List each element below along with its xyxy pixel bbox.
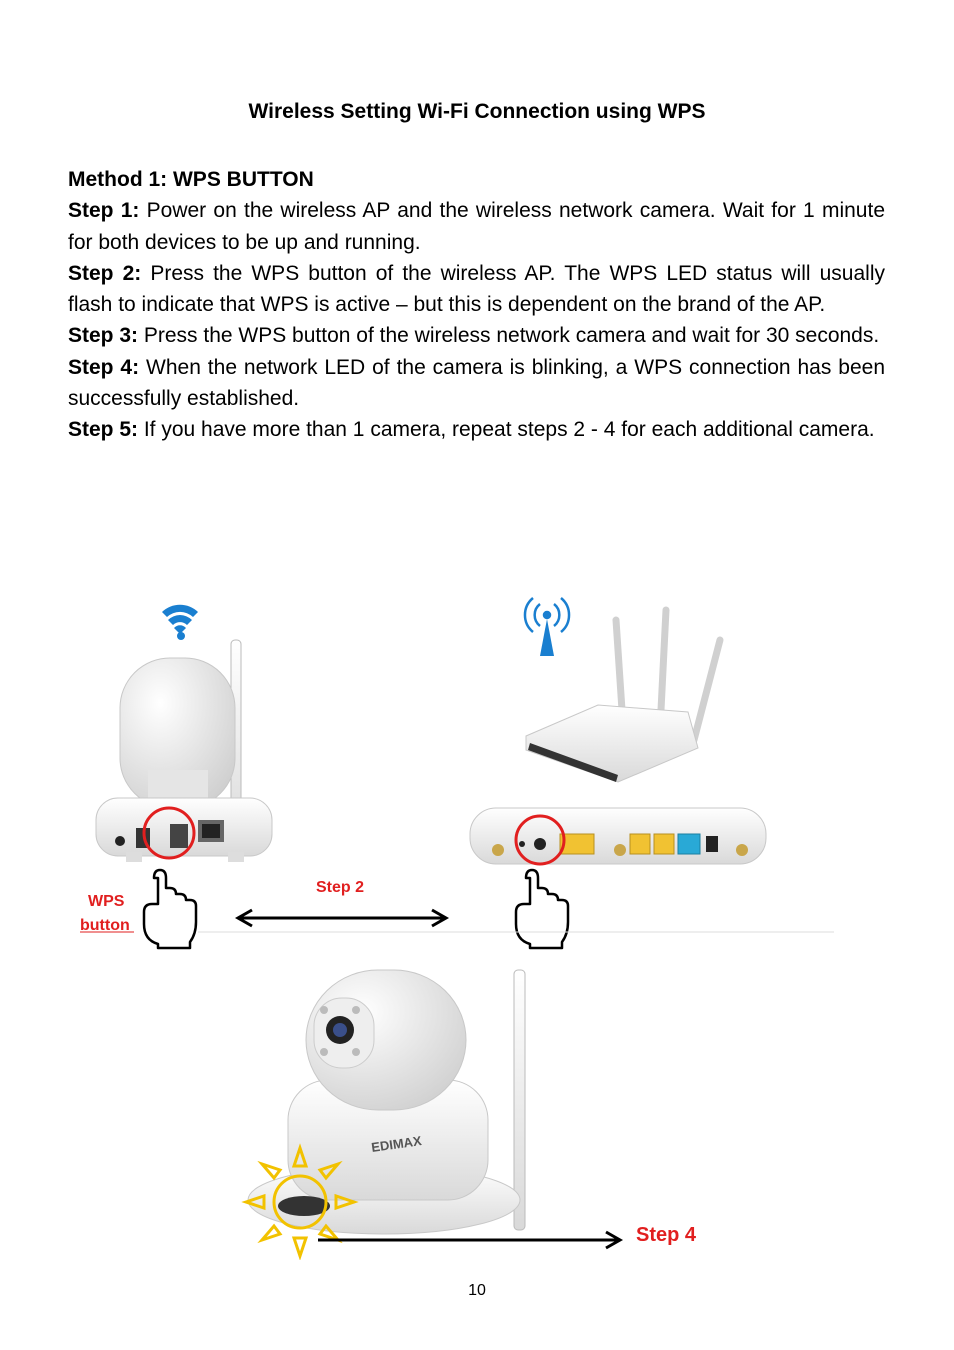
- instructions: [68, 164, 885, 446]
- page-title: Wireless Setting Wi-Fi Connection using WPS: [248, 100, 706, 123]
- step-4: [68, 352, 885, 415]
- step-text: If you have more than 1 camera, repeat steps 2 - 4 for each additional camera.: [138, 418, 875, 442]
- pointing-hand-icon: [516, 870, 568, 948]
- step2-label: Step 2: [316, 879, 365, 896]
- arrow-right-icon: [318, 1232, 620, 1248]
- router-rear: [470, 808, 766, 864]
- step-text: Press the WPS button of the wireless network camera and wait for 30 seconds.: [138, 324, 880, 348]
- wps-illustration: [78, 540, 838, 1260]
- step-text: Press the WPS button of the wireless AP. The WPS LED status will usually flash to indicate that WPS is active – but this is dependent on the brand of the AP.: [68, 261, 885, 317]
- wps-button-label: button: [80, 917, 130, 934]
- step-label: Step 2:: [68, 261, 142, 285]
- method-title: Method 1: WPS BUTTON: [68, 168, 314, 191]
- camera-front: [248, 970, 525, 1234]
- step-label: Step 4:: [68, 355, 140, 379]
- step-text: Power on the wireless AP and the wireless network camera. Wait for 1 minute for both devices to be up and running.: [68, 199, 885, 254]
- step-5: [68, 414, 885, 445]
- router-front: [526, 610, 720, 782]
- antenna-signal-icon: [525, 598, 569, 656]
- wps-button-label: WPS: [88, 893, 125, 910]
- wifi-icon: [162, 605, 198, 640]
- step-text: When the network LED of the camera is blinking, a WPS connection has been successfully established.: [68, 355, 886, 411]
- step-label: Step 5:: [68, 418, 139, 442]
- camera-rear: [96, 640, 272, 862]
- step-label: Step 3:: [68, 324, 139, 348]
- step-3: [68, 320, 885, 351]
- step-2: [68, 258, 885, 321]
- step-1: [68, 195, 885, 258]
- double-arrow-icon: [238, 910, 446, 926]
- brand-text: EDIMAX: [370, 1133, 423, 1155]
- step-label: Step 1:: [68, 199, 140, 223]
- pointing-hand-icon: [144, 870, 196, 948]
- step4-label: Step 4: [636, 1224, 697, 1246]
- page-number: 10: [468, 1282, 486, 1299]
